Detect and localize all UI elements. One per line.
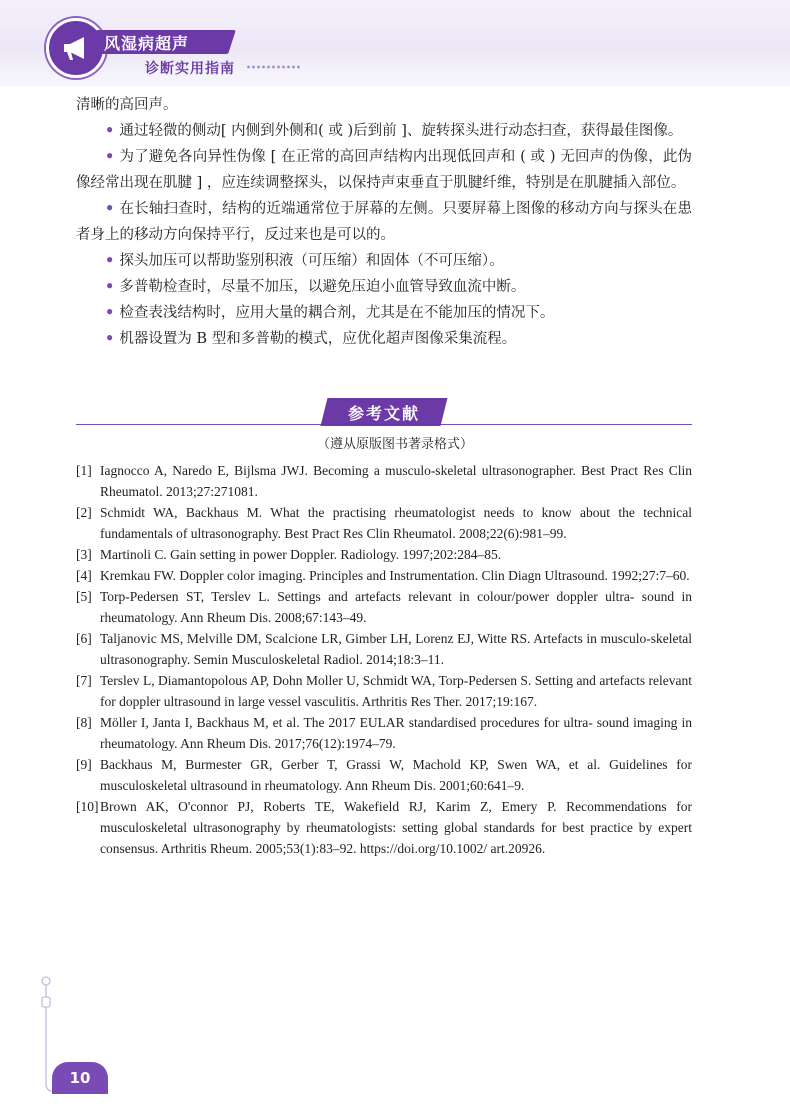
reference-number: [1]: [76, 463, 92, 478]
reference-item: [76, 670, 692, 712]
page-number: 10: [69, 1069, 91, 1087]
bullet-item: • 多普勒检查时，尽量不加压，以避免压迫小血管导致血流中断。: [105, 278, 526, 295]
reference-text: Taljanovic MS, Melville DM, Scalcione LR, Gimber LH, Lorenz EJ, Witte RS. Artefacts in musculo-skeletal ultrasonography. Semin Musculoskeletal Radiol. 2014;18:3–11.: [100, 631, 692, 667]
references-list: [76, 460, 692, 859]
reference-number: [10]: [76, 799, 99, 814]
reference-number: [3]: [76, 547, 92, 562]
reference-number: [7]: [76, 673, 92, 688]
reference-item: [76, 712, 692, 754]
bullet-dot-icon: •: [105, 148, 120, 165]
bullet-item: • 检查表浅结构时，应用大量的耦合剂，尤其是在不能加压的情况下。: [105, 304, 555, 321]
reference-number: [8]: [76, 715, 92, 730]
reference-item: [76, 565, 692, 586]
megaphone-icon: [60, 32, 92, 64]
reference-text: Martinoli C. Gain setting in power Doppler. Radiology. 1997;202:284–85.: [100, 547, 502, 562]
reference-text: Schmidt WA, Backhaus M. What the practising rheumatologist needs to know about the technical fundamentals of ultrasonography. Best Pract Res Clin Rheumatol. 2008;22(6):981–99.: [100, 505, 692, 541]
reference-text: Backhaus M, Burmester GR, Gerber T, Grassi W, Machold KP, Swen WA, et al. Guidelines for musculoskeletal ultrasound in rheumatology. Ann Rheum Dis. 2001;60:641–9.: [100, 757, 692, 793]
bullet-dot-icon: •: [105, 330, 120, 347]
reference-number: [6]: [76, 631, 92, 646]
reference-item: [76, 502, 692, 544]
reference-item: [76, 586, 692, 628]
reference-item: [76, 460, 692, 502]
bullet-dot-icon: •: [105, 304, 120, 321]
book-subtitle: 诊断实用指南: [145, 61, 235, 77]
bullet-dot-icon: •: [105, 278, 120, 295]
paragraph-continuation: 清晰的高回声。: [76, 97, 178, 113]
book-title: 风湿病超声: [104, 34, 190, 53]
reference-number: [4]: [76, 568, 92, 583]
reference-text: Brown AK, O'connor PJ, Roberts TE, Wakefield RJ, Karim Z, Emery P. Recommendations for musculoskeletal ultrasonography by rheumatologists: setting global standards for best practice by expert consensus. Arthritis Rheum. 2005;53(1):83–92. https://doi.org/10.1002/ art.20926.: [100, 799, 692, 856]
references-heading: [324, 398, 444, 426]
reference-text: Terslev L, Diamantopolous AP, Dohn Moller U, Schmidt WA, Torp-Pedersen S. Setting and artefacts relevant for doppler ultrasound in large vessel vasculitis. Arthritis Res Ther. 2017;19:167.: [100, 673, 692, 709]
bullet-item: • 在长轴扫查时，结构的近端通常位于屏幕的左侧。只要屏幕上图像的移动方向与探头在患者身上的移动方向保持平行，反过来也是可以的。: [76, 200, 692, 243]
references-heading-text: 参考文献: [347, 404, 420, 423]
reference-number: [5]: [76, 589, 92, 604]
reference-text: Torp-Pedersen ST, Terslev L. Settings and artefacts relevant in colour/power doppler ultra- sound in rheumatology. Ann Rheum Dis. 2008;67:143–49.: [100, 589, 692, 625]
reference-number: [2]: [76, 505, 92, 520]
references-note: （遵从原版图书著录格式）: [316, 437, 473, 452]
reference-item: [76, 754, 692, 796]
bullet-dot-icon: •: [105, 122, 120, 139]
reference-text: Möller I, Janta I, Backhaus M, et al. The 2017 EULAR standardised procedures for ultra- sound imaging in rheumatology. Ann Rheum Dis. 2017;76(12):1974–79.: [100, 715, 692, 751]
bullet-dot-icon: •: [105, 200, 120, 217]
reference-item: [76, 544, 692, 565]
decorative-dots: [246, 64, 300, 70]
body-text: [76, 92, 692, 352]
bullet-item: • 通过轻微的侧动[ 内侧到外侧和( 或 )后到前 ]、旋转探头进行动态扫查，获得最佳图像。: [105, 122, 683, 139]
reference-item: [76, 796, 692, 859]
reference-text: Iagnocco A, Naredo E, Bijlsma JWJ. Becoming a musculo-skeletal ultrasonographer. Best Pract Res Clin Rheumatol. 2013;27:271081.: [100, 463, 692, 499]
bullet-item: • 机器设置为 B 型和多普勒的模式，应优化超声图像采集流程。: [105, 330, 517, 347]
bullet-dot-icon: •: [105, 252, 120, 269]
reference-text: Kremkau FW. Doppler color imaging. Principles and Instrumentation. Clin Diagn Ultrasound. 1992;27:7–60.: [100, 568, 690, 583]
bullet-item: • 探头加压可以帮助鉴别积液（可压缩）和固体（不可压缩）。: [105, 252, 504, 269]
reference-item: [76, 628, 692, 670]
reference-number: [9]: [76, 757, 92, 772]
bullet-item: • 为了避免各向异性伪像 [ 在正常的高回声结构内出现低回声和 ( 或 ) 无回声的伪像，此伪像经常出现在肌腱 ] ，应连续调整探头，以保持声束垂直于肌腱纤维，特别是在肌腱插入部位。: [76, 148, 692, 191]
